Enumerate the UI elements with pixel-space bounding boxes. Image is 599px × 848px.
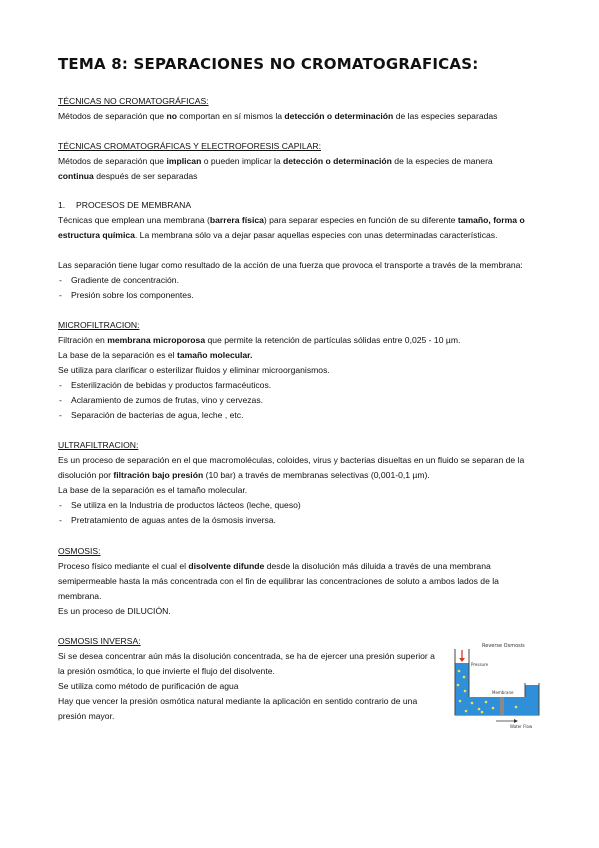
paragraph: presión mayor. [58,711,115,721]
paragraph: Filtración en membrana microporosa que permite la retención de partículas sólidas entre 0,025 - 10 µm. [58,335,461,345]
section-heading: OSMOSIS: [58,546,101,556]
membrane-label: Membrane [492,690,514,695]
particle [457,684,460,687]
bullet-list [58,273,550,303]
section-chromatographic [58,139,550,184]
paragraph: La base de la separación es el tamaño molecular. [58,350,253,360]
paragraph: Es un proceso de separación en el que macromoléculas, coloides, virus y bacterias disueltas en un fluido se separan de la [58,455,525,465]
section-heading: TÉCNICAS CROMATOGRÁFICAS Y ELECTROFORESIS CAPILAR: [58,141,321,151]
particle [459,700,462,703]
paragraph: Métodos de separación que implican o pueden implicar la detección o determinación de la especies de manera [58,156,493,166]
particle [478,708,481,711]
figure-title: Reverse Osmosis [482,643,525,649]
section-membrane-processes [58,198,550,243]
paragraph: Métodos de separación que no comportan en sí mismos la detección o determinación de las especies separadas [58,111,498,121]
paragraph: semipermeable hasta la más concentrada con el fin de equilibrar las concentraciones de soluto a ambos lados de la [58,576,499,586]
paragraph: Si se desea concentrar aún más la disolución concentrada, se ha de ejercer una presión superior a [58,651,435,661]
paragraph: Las separación tiene lugar como resultado de la acción de una fuerza que provoca el transporte a través de la membrana: [58,260,523,270]
paragraph: Se utiliza como método de purificación de agua [58,681,239,691]
list-item: - Separación de bacterias de agua, leche , etc. [58,408,550,423]
section-heading: MICROFILTRACION: [58,320,140,330]
list-item: - Esterilización de bebidas y productos farmacéuticos. [58,378,550,393]
membrane [500,697,504,715]
particle [481,711,484,714]
paragraph: Se utiliza para clarificar o esterilizar fluidos y eliminar microorganismos. [58,365,330,375]
section-osmosis [58,544,550,619]
particle [458,670,461,673]
paragraph: Técnicas que emplean una membrana (barrera física) para separar especies en función de su diferente tamaño, forma o [58,215,525,225]
water-flow-label: Water Flow [510,724,533,729]
list-item: - Aclaramiento de zumos de frutas, vino y cervezas. [58,393,550,408]
particle [515,706,518,709]
particle [471,702,474,705]
reverse-osmosis-diagram [452,641,542,731]
list-item: - Se utiliza en la Industria de productos lácteos (leche, queso) [58,498,550,513]
bullet-list [58,498,550,528]
paragraph: continua después de ser separadas [58,171,198,181]
paragraph: estructura química. La membrana sólo va a dejar pasar aquellas especies con unas determinadas características. [58,230,498,240]
particle [485,701,488,704]
section-heading: TÉCNICAS NO CROMATOGRÁFICAS: [58,96,209,106]
list-item: - Pretratamiento de aguas antes de la ósmosis inversa. [58,513,550,528]
bullet-list [58,378,550,423]
section-microfiltration [58,318,550,423]
right-water [526,685,539,715]
paragraph: membrana. [58,591,102,601]
paragraph: La base de la separación es el tamaño molecular. [58,485,248,495]
paragraph: Es un proceso de DILUCIÓN. [58,606,171,616]
pressure-label: Pressure [471,662,489,667]
section-reverse-osmosis [58,634,438,724]
paragraph: la presión osmótica, lo que invierte el flujo del disolvente. [58,666,275,676]
paragraph: disolución por filtración bajo presión (10 bar) a través de membranas selectivas (0,001-0,1 µm). [58,470,430,480]
section-heading: 1. PROCESOS DE MEMBRANA [58,200,192,210]
particle [492,707,495,710]
paragraph: Hay que vencer la presión osmótica natural mediante la aplicación en sentido contrario de una [58,696,418,706]
section-ultrafiltration [58,438,550,528]
particle [464,690,467,693]
section-no-chromatographic [58,94,550,124]
section-heading: ULTRAFILTRACION: [58,440,139,450]
list-item: - Presión sobre los componentes. [58,288,550,303]
page-title: TEMA 8: SEPARACIONES NO CROMATOGRAFICAS: [58,55,479,73]
particle [465,710,468,713]
particle [463,676,466,679]
paragraph: Proceso físico mediante el cual el disolvente difunde desde la disolución más diluida a través de una membrana [58,561,491,571]
section-heading: OSMOSIS INVERSA: [58,636,141,646]
section-forces [58,258,550,303]
list-item: - Gradiente de concentración. [58,273,550,288]
